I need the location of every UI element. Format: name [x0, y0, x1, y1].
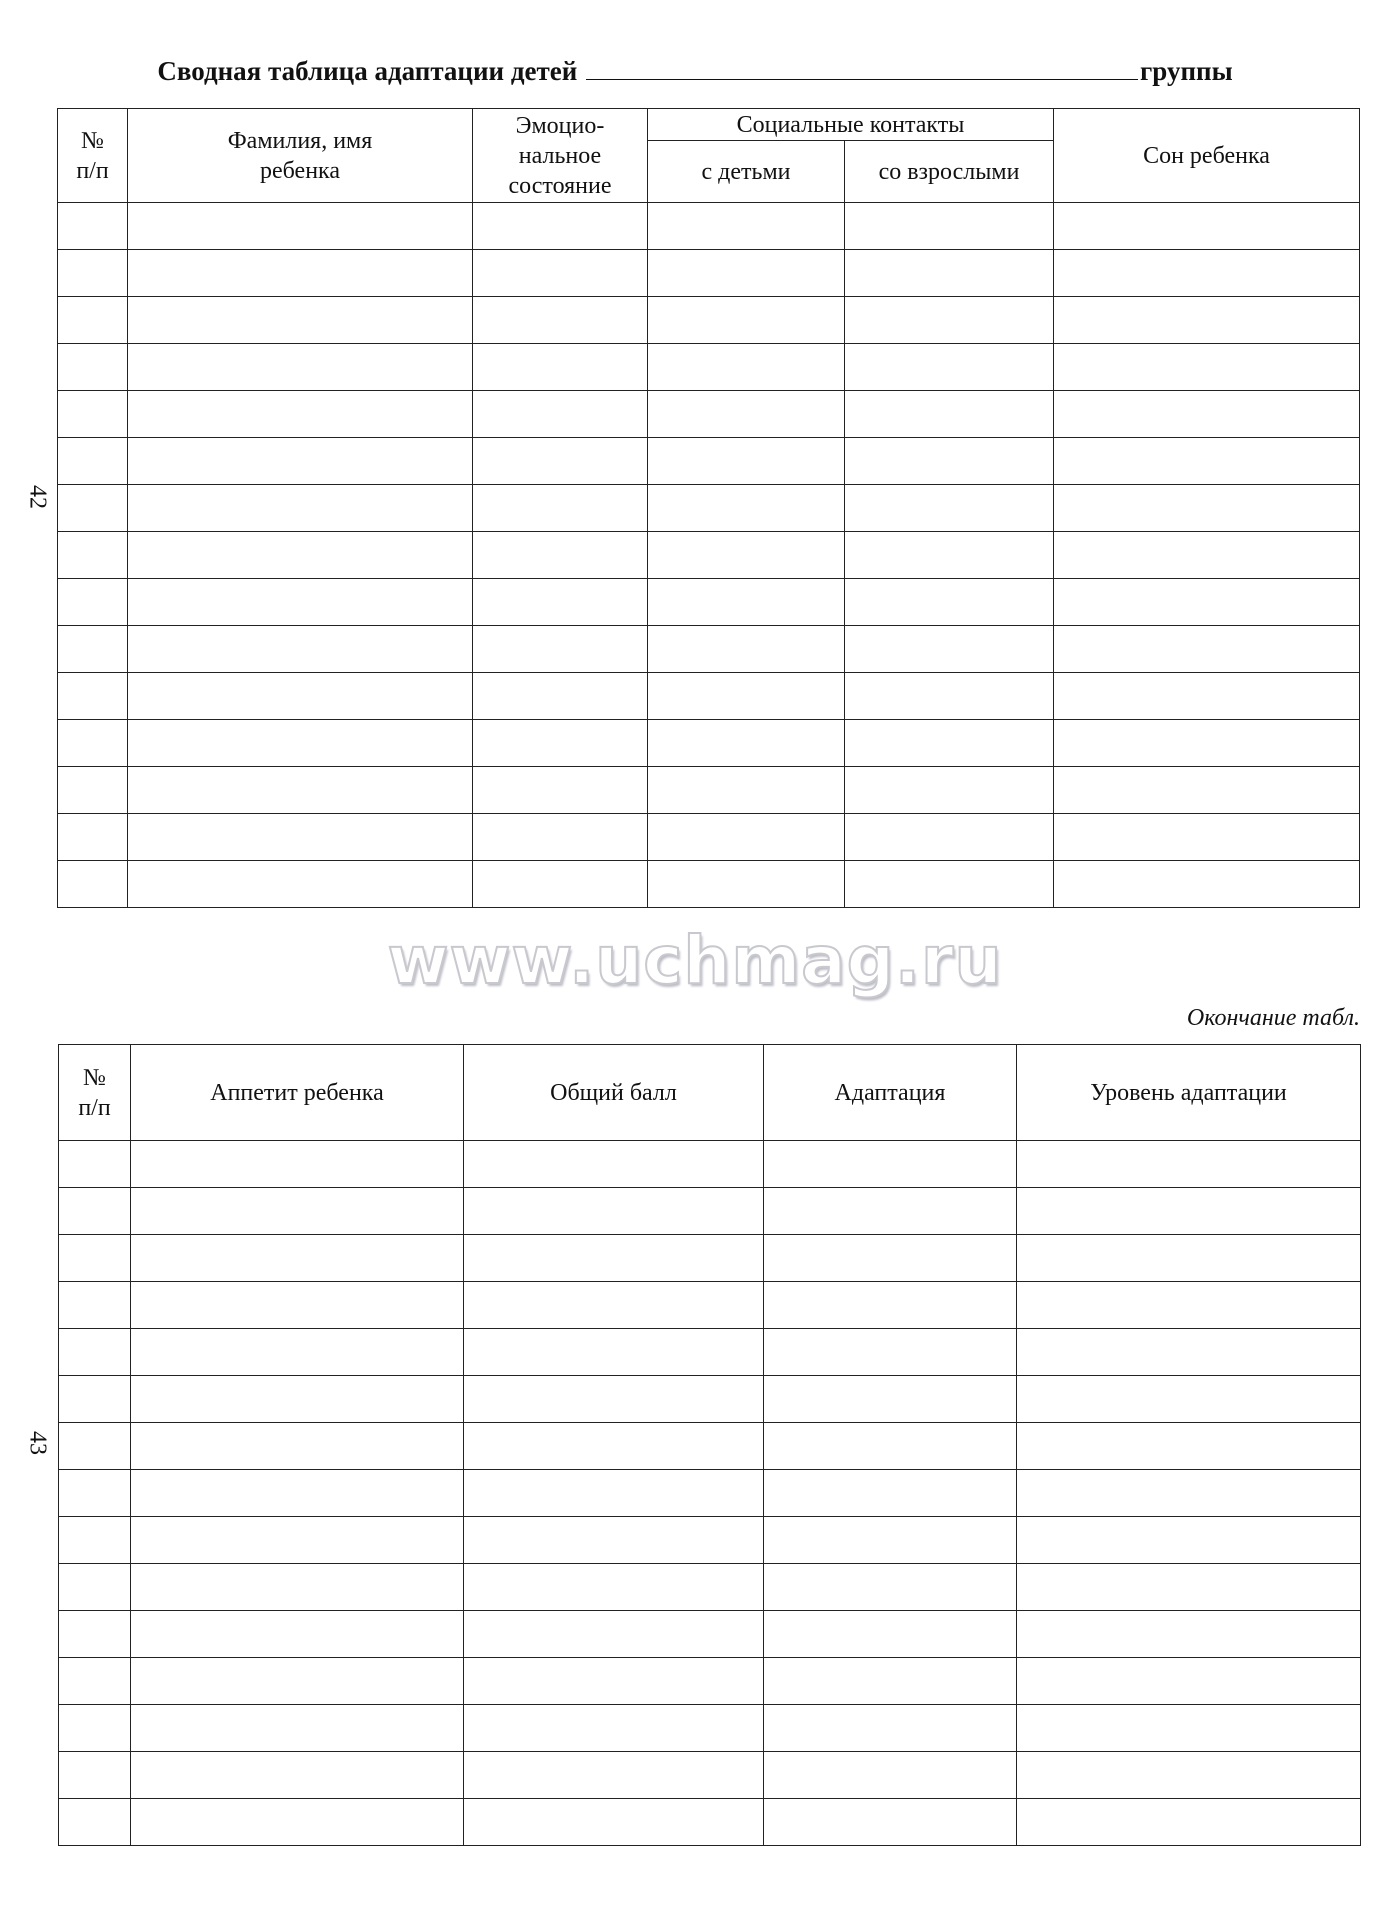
empty-cell[interactable] [473, 250, 648, 297]
header-emotional-state: Эмоцио- нальное состояние [473, 109, 648, 203]
empty-cell[interactable] [128, 485, 473, 532]
empty-cell[interactable] [128, 391, 473, 438]
empty-cell[interactable] [59, 1235, 131, 1282]
empty-cell[interactable] [648, 344, 845, 391]
empty-cell[interactable] [59, 1517, 131, 1564]
empty-cell[interactable] [131, 1423, 464, 1470]
empty-cell[interactable] [648, 673, 845, 720]
empty-cell[interactable] [764, 1329, 1017, 1376]
header-adaptation: Адаптация [764, 1045, 1017, 1141]
empty-cell[interactable] [131, 1235, 464, 1282]
empty-cell[interactable] [59, 1470, 131, 1517]
empty-cell[interactable] [128, 532, 473, 579]
empty-cell[interactable] [58, 814, 128, 861]
table-row [59, 1376, 1361, 1423]
empty-cell[interactable] [58, 626, 128, 673]
table-body [58, 203, 1360, 908]
empty-cell[interactable] [59, 1799, 131, 1846]
empty-cell[interactable] [473, 720, 648, 767]
empty-cell[interactable] [464, 1658, 764, 1705]
empty-cell[interactable] [131, 1705, 464, 1752]
empty-cell[interactable] [845, 250, 1054, 297]
empty-cell[interactable] [1054, 626, 1360, 673]
empty-cell[interactable] [59, 1752, 131, 1799]
empty-cell[interactable] [1017, 1752, 1361, 1799]
empty-cell[interactable] [473, 297, 648, 344]
document-title [0, 56, 1390, 87]
empty-cell[interactable] [1054, 861, 1360, 908]
table-row [59, 1564, 1361, 1611]
empty-cell[interactable] [1054, 391, 1360, 438]
empty-cell[interactable] [1017, 1376, 1361, 1423]
empty-cell[interactable] [473, 814, 648, 861]
empty-cell[interactable] [464, 1235, 764, 1282]
empty-cell[interactable] [464, 1141, 764, 1188]
empty-cell[interactable] [59, 1564, 131, 1611]
empty-cell[interactable] [1054, 673, 1360, 720]
empty-cell[interactable] [131, 1282, 464, 1329]
empty-cell[interactable] [131, 1329, 464, 1376]
table-row [58, 720, 1360, 767]
table-row [58, 250, 1360, 297]
empty-cell[interactable] [845, 814, 1054, 861]
empty-cell[interactable] [845, 626, 1054, 673]
empty-cell[interactable] [59, 1658, 131, 1705]
empty-cell[interactable] [131, 1376, 464, 1423]
empty-cell[interactable] [128, 767, 473, 814]
empty-cell[interactable] [128, 203, 473, 250]
empty-cell[interactable] [1054, 250, 1360, 297]
header-appetite: Аппетит ребенка [131, 1045, 464, 1141]
table-row [59, 1799, 1361, 1846]
empty-cell[interactable] [845, 297, 1054, 344]
empty-cell[interactable] [1054, 720, 1360, 767]
empty-cell[interactable] [764, 1752, 1017, 1799]
empty-cell[interactable] [845, 485, 1054, 532]
empty-cell[interactable] [845, 203, 1054, 250]
table-row [58, 203, 1360, 250]
empty-cell[interactable] [131, 1517, 464, 1564]
empty-cell[interactable] [128, 861, 473, 908]
empty-cell[interactable] [845, 673, 1054, 720]
empty-cell[interactable] [131, 1470, 464, 1517]
empty-cell[interactable] [764, 1423, 1017, 1470]
empty-cell[interactable] [648, 297, 845, 344]
empty-cell[interactable] [648, 438, 845, 485]
empty-cell[interactable] [1017, 1799, 1361, 1846]
empty-cell[interactable] [58, 344, 128, 391]
header-adaptation-level: Уровень адаптации [1017, 1045, 1361, 1141]
empty-cell[interactable] [464, 1799, 764, 1846]
table-row [58, 579, 1360, 626]
empty-cell[interactable] [845, 438, 1054, 485]
page-number: 42 [24, 485, 51, 509]
table-row [58, 767, 1360, 814]
table-row [59, 1329, 1361, 1376]
empty-cell[interactable] [59, 1705, 131, 1752]
table-row [59, 1423, 1361, 1470]
empty-cell[interactable] [58, 391, 128, 438]
empty-cell[interactable] [473, 203, 648, 250]
header-sleep: Сон ребенка [1054, 109, 1360, 203]
empty-cell[interactable] [464, 1188, 764, 1235]
empty-cell[interactable] [845, 720, 1054, 767]
empty-cell[interactable] [59, 1423, 131, 1470]
empty-cell[interactable] [1017, 1658, 1361, 1705]
empty-cell[interactable] [128, 673, 473, 720]
empty-cell[interactable] [1017, 1705, 1361, 1752]
table-row [59, 1188, 1361, 1235]
empty-cell[interactable] [1017, 1423, 1361, 1470]
table-row [58, 532, 1360, 579]
adaptation-table-part1 [57, 108, 1360, 908]
header-number: № п/п [58, 109, 128, 203]
empty-cell[interactable] [128, 297, 473, 344]
header-total-score: Общий балл [464, 1045, 764, 1141]
empty-cell[interactable] [1054, 297, 1360, 344]
title-right: группы [1140, 56, 1233, 86]
empty-cell[interactable] [58, 438, 128, 485]
empty-cell[interactable] [131, 1564, 464, 1611]
empty-cell[interactable] [1054, 203, 1360, 250]
table-row [59, 1282, 1361, 1329]
empty-cell[interactable] [473, 767, 648, 814]
table-row [58, 673, 1360, 720]
empty-cell[interactable] [128, 344, 473, 391]
empty-cell[interactable] [1017, 1517, 1361, 1564]
table-row [59, 1517, 1361, 1564]
empty-cell[interactable] [59, 1282, 131, 1329]
table-row [58, 438, 1360, 485]
empty-cell[interactable] [764, 1611, 1017, 1658]
empty-cell[interactable] [464, 1517, 764, 1564]
group-name-blank-line[interactable] [586, 57, 1138, 80]
continuation-caption: Окончание табл. [1186, 1005, 1360, 1031]
empty-cell[interactable] [648, 861, 845, 908]
table-row [58, 391, 1360, 438]
table-row [58, 297, 1360, 344]
header-number: № п/п [59, 1045, 131, 1141]
empty-cell[interactable] [1054, 767, 1360, 814]
empty-cell[interactable] [1054, 344, 1360, 391]
header-with-adults: со взрослыми [845, 141, 1054, 203]
empty-cell[interactable] [131, 1752, 464, 1799]
empty-cell[interactable] [464, 1470, 764, 1517]
empty-cell[interactable] [131, 1141, 464, 1188]
empty-cell[interactable] [131, 1658, 464, 1705]
empty-cell[interactable] [59, 1329, 131, 1376]
empty-cell[interactable] [1017, 1282, 1361, 1329]
empty-cell[interactable] [845, 391, 1054, 438]
empty-cell[interactable] [764, 1282, 1017, 1329]
empty-cell[interactable] [764, 1376, 1017, 1423]
empty-cell[interactable] [1017, 1141, 1361, 1188]
empty-cell[interactable] [648, 720, 845, 767]
empty-cell[interactable] [648, 532, 845, 579]
empty-cell[interactable] [59, 1611, 131, 1658]
empty-cell[interactable] [464, 1564, 764, 1611]
table-row [59, 1705, 1361, 1752]
empty-cell[interactable] [1054, 438, 1360, 485]
empty-cell[interactable] [764, 1517, 1017, 1564]
empty-cell[interactable] [128, 250, 473, 297]
empty-cell[interactable] [464, 1376, 764, 1423]
empty-cell[interactable] [58, 720, 128, 767]
empty-cell[interactable] [1017, 1611, 1361, 1658]
empty-cell[interactable] [473, 391, 648, 438]
empty-cell[interactable] [764, 1235, 1017, 1282]
empty-cell[interactable] [59, 1188, 131, 1235]
empty-cell[interactable] [58, 250, 128, 297]
table-row [58, 344, 1360, 391]
table-row [58, 626, 1360, 673]
empty-cell[interactable] [1054, 532, 1360, 579]
empty-cell[interactable] [648, 814, 845, 861]
empty-cell[interactable] [473, 485, 648, 532]
empty-cell[interactable] [764, 1705, 1017, 1752]
table-row [59, 1235, 1361, 1282]
empty-cell[interactable] [464, 1423, 764, 1470]
empty-cell[interactable] [128, 814, 473, 861]
empty-cell[interactable] [764, 1141, 1017, 1188]
empty-cell[interactable] [59, 1141, 131, 1188]
table-row [58, 814, 1360, 861]
empty-cell[interactable] [648, 579, 845, 626]
empty-cell[interactable] [1054, 579, 1360, 626]
empty-cell[interactable] [845, 767, 1054, 814]
empty-cell[interactable] [1017, 1188, 1361, 1235]
empty-cell[interactable] [58, 485, 128, 532]
empty-cell[interactable] [473, 861, 648, 908]
empty-cell[interactable] [58, 861, 128, 908]
empty-cell[interactable] [473, 579, 648, 626]
header-social-contacts: Социальные контакты [648, 109, 1054, 141]
adaptation-table-part2 [58, 1044, 1361, 1846]
empty-cell[interactable] [128, 626, 473, 673]
empty-cell[interactable] [1017, 1235, 1361, 1282]
empty-cell[interactable] [648, 485, 845, 532]
watermark-logo: www.uchmag.ru [387, 922, 1003, 999]
table-row [58, 485, 1360, 532]
empty-cell[interactable] [473, 532, 648, 579]
table-row [59, 1611, 1361, 1658]
empty-cell[interactable] [58, 297, 128, 344]
empty-cell[interactable] [128, 579, 473, 626]
empty-cell[interactable] [648, 391, 845, 438]
empty-cell[interactable] [473, 344, 648, 391]
page-number: 43 [24, 1431, 51, 1455]
empty-cell[interactable] [58, 767, 128, 814]
table-row [59, 1752, 1361, 1799]
empty-cell[interactable] [648, 626, 845, 673]
empty-cell[interactable] [58, 203, 128, 250]
empty-cell[interactable] [1054, 485, 1360, 532]
empty-cell[interactable] [131, 1188, 464, 1235]
empty-cell[interactable] [845, 579, 1054, 626]
empty-cell[interactable] [648, 767, 845, 814]
empty-cell[interactable] [473, 438, 648, 485]
table-body [59, 1141, 1361, 1846]
empty-cell[interactable] [58, 532, 128, 579]
empty-cell[interactable] [1017, 1470, 1361, 1517]
empty-cell[interactable] [648, 203, 845, 250]
empty-cell[interactable] [59, 1376, 131, 1423]
header-child-name: Фамилия, имя ребенка [128, 109, 473, 203]
empty-cell[interactable] [764, 1658, 1017, 1705]
table-row [59, 1141, 1361, 1188]
empty-cell[interactable] [845, 861, 1054, 908]
empty-cell[interactable] [58, 579, 128, 626]
empty-cell[interactable] [464, 1705, 764, 1752]
empty-cell[interactable] [128, 438, 473, 485]
empty-cell[interactable] [764, 1188, 1017, 1235]
empty-cell[interactable] [58, 673, 128, 720]
header-with-children: с детьми [648, 141, 845, 203]
table-row [59, 1658, 1361, 1705]
table-row [59, 1470, 1361, 1517]
empty-cell[interactable] [128, 720, 473, 767]
empty-cell[interactable] [131, 1799, 464, 1846]
table-row [58, 861, 1360, 908]
empty-cell[interactable] [1017, 1329, 1361, 1376]
empty-cell[interactable] [764, 1799, 1017, 1846]
empty-cell[interactable] [1017, 1564, 1361, 1611]
empty-cell[interactable] [473, 673, 648, 720]
empty-cell[interactable] [464, 1282, 764, 1329]
empty-cell[interactable] [473, 626, 648, 673]
empty-cell[interactable] [464, 1611, 764, 1658]
empty-cell[interactable] [845, 532, 1054, 579]
empty-cell[interactable] [464, 1329, 764, 1376]
title-left: Сводная таблица адаптации детей [157, 56, 578, 86]
empty-cell[interactable] [131, 1611, 464, 1658]
empty-cell[interactable] [764, 1564, 1017, 1611]
empty-cell[interactable] [764, 1470, 1017, 1517]
empty-cell[interactable] [1054, 814, 1360, 861]
empty-cell[interactable] [464, 1752, 764, 1799]
empty-cell[interactable] [648, 250, 845, 297]
empty-cell[interactable] [845, 344, 1054, 391]
